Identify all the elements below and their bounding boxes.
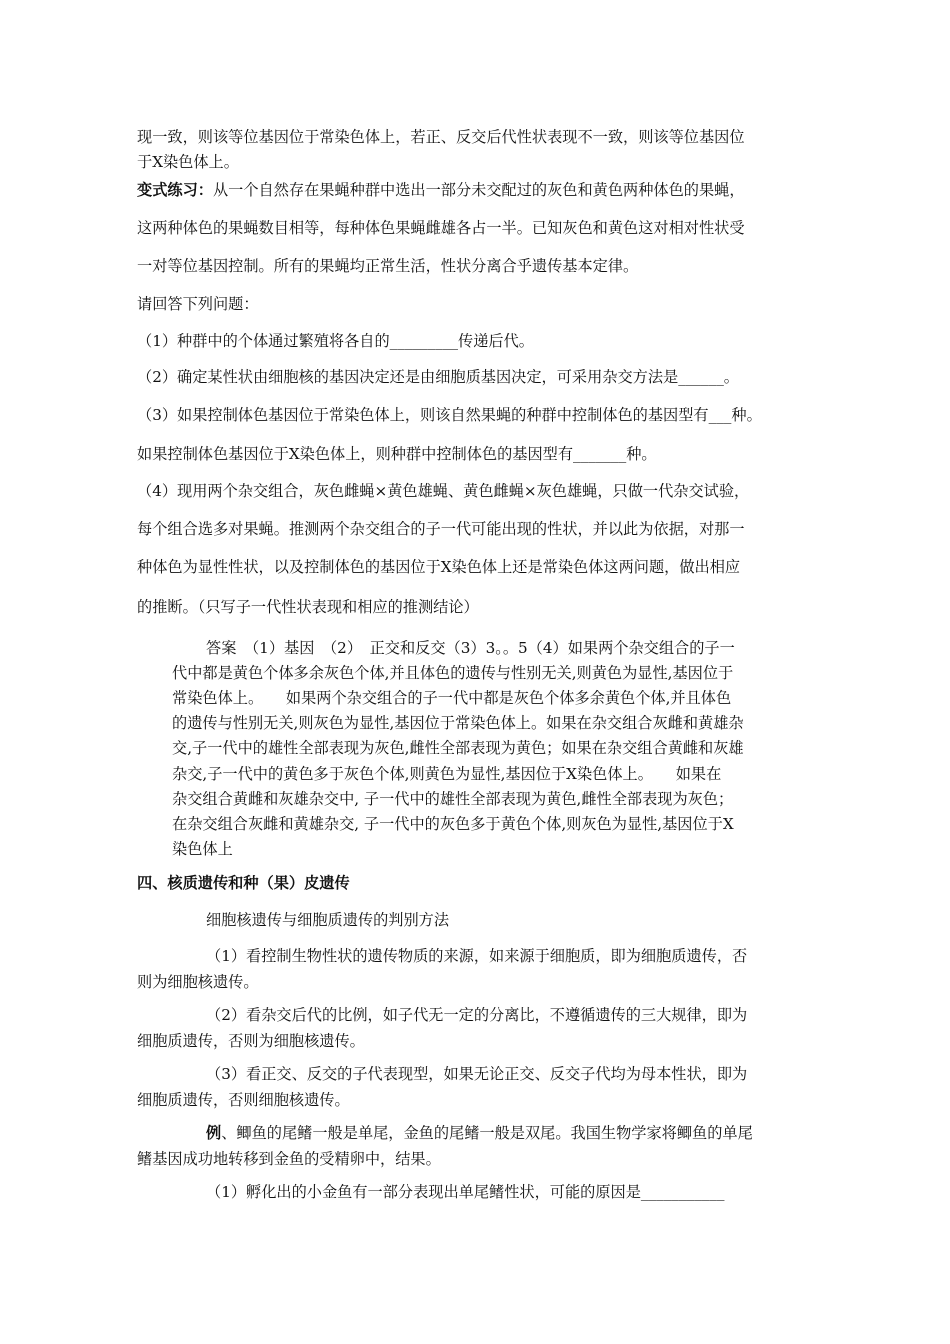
example-question-1: （1）孵化出的小金鱼有一部分表现出单尾鳍性状，可能的原因是___________: [206, 1183, 725, 1201]
question-2: （2）确定某性状由细胞核的基因决定还是由细胞质基因决定，可采用杂交方法是______。: [137, 368, 739, 386]
answer-line: 常染色体上。 如果两个杂交组合的子一代中都是灰色个体多余黄色个体,并且体色: [172, 689, 732, 707]
text-line: 一对等位基因控制。所有的果蝇均正常生活，性状分离合乎遗传基本定律。: [137, 257, 639, 275]
text-line: 从一个自然存在果蝇种群中选出一部分未交配过的灰色和黄色两种体色的果蝇，: [212, 181, 745, 199]
text-line: 如果控制体色基因位于X染色体上，则种群中控制体色的基因型有_______种。: [137, 445, 657, 463]
text-line: 于X染色体上。: [137, 153, 239, 171]
text-line: 这两种体色的果蝇数目相等，每种体色果蝇雌雄各占一半。已知灰色和黄色这对相对性状受: [137, 219, 745, 237]
text-line: 现一致，则该等位基因位于常染色体上，若正、反交后代性状表现不一致，则该等位基因位: [137, 128, 745, 146]
answer-line: 杂交组合黄雌和灰雄杂交中, 子一代中的雄性全部表现为黄色,雌性全部表现为灰色；: [172, 790, 734, 808]
text-line: 、鲫鱼的尾鳍一般是单尾，金鱼的尾鳍一般是双尾。我国生物学家将鲫鱼的单尾: [221, 1124, 753, 1142]
method-2: （2）看杂交后代的比例，如子代无一定的分离比，不遵循遗传的三大规律，即为: [206, 1006, 748, 1024]
method-1: （1）看控制生物性状的遗传物质的来源，如来源于细胞质，即为细胞质遗传，否: [206, 947, 748, 965]
text-line: 每个组合选多对果蝇。推测两个杂交组合的子一代可能出现的性状，并以此为依据，对那一: [137, 520, 745, 538]
variant-exercise-label: 变式练习：: [137, 181, 213, 199]
answer-line: 代中都是黄色个体多余灰色个体,并且体色的遗传与性别无关,则黄色为显性,基因位于: [172, 664, 734, 682]
answer-line: 交,子一代中的雄性全部表现为灰色,雌性全部表现为黄色；如果在杂交组合黄雌和灰雄: [172, 739, 744, 757]
answer-line: 在杂交组合灰雌和黄雄杂交, 子一代中的灰色多于黄色个体,则灰色为显性,基因位于X: [172, 815, 734, 833]
example-line: [206, 1123, 753, 1143]
question-1: （1）种群中的个体通过繁殖将各自的_________传递后代。: [137, 332, 534, 350]
section-heading: 四、核质遗传和种（果）皮遗传: [137, 874, 350, 892]
text-line: 细胞质遗传，否则细胞核遗传。: [137, 1091, 350, 1109]
text-line: 的推断。（只写子一代性状表现和相应的推测结论）: [137, 598, 479, 616]
text-line: 种体色为显性性状，以及控制体色的基因位于X染色体上还是常染色体这两问题，做出相应: [137, 558, 741, 576]
text-line: 细胞质遗传，否则为细胞核遗传。: [137, 1032, 365, 1050]
question-4: （4）现用两个杂交组合，灰色雌蝇×黄色雄蝇、黄色雌蝇×灰色雄蝇，只做一代杂交试验，: [137, 482, 750, 500]
answer-line: 的遗传与性别无关,则灰色为显性,基因位于常染色体上。如果在杂交组合灰雌和黄雄杂: [172, 714, 744, 732]
question-3: （3）如果控制体色基因位于常染色体上，则该自然果蝇的种群中控制体色的基因型有___种。: [137, 406, 762, 424]
answer-line: 染色体上: [172, 840, 233, 858]
subheading: 细胞核遗传与细胞质遗传的判别方法: [206, 911, 449, 929]
text-line: 请回答下列问题：: [137, 295, 259, 313]
answer-line: 答案 （1）基因 （2） 正交和反交（3）3。。5（4）如果两个杂交组合的子一: [206, 639, 735, 657]
example-label: 例: [206, 1124, 222, 1142]
method-3: （3）看正交、反交的子代表现型，如果无论正交、反交子代均为母本性状，即为: [206, 1065, 748, 1083]
text-line: 则为细胞核遗传。: [137, 973, 259, 991]
text-line: 鳍基因成功地转移到金鱼的受精卵中，结果。: [137, 1150, 441, 1168]
answer-line: 杂交,子一代中的黄色多于灰色个体,则黄色为显性,基因位于X染色体上。 如果在: [172, 765, 722, 783]
variant-exercise-line: [137, 180, 745, 200]
